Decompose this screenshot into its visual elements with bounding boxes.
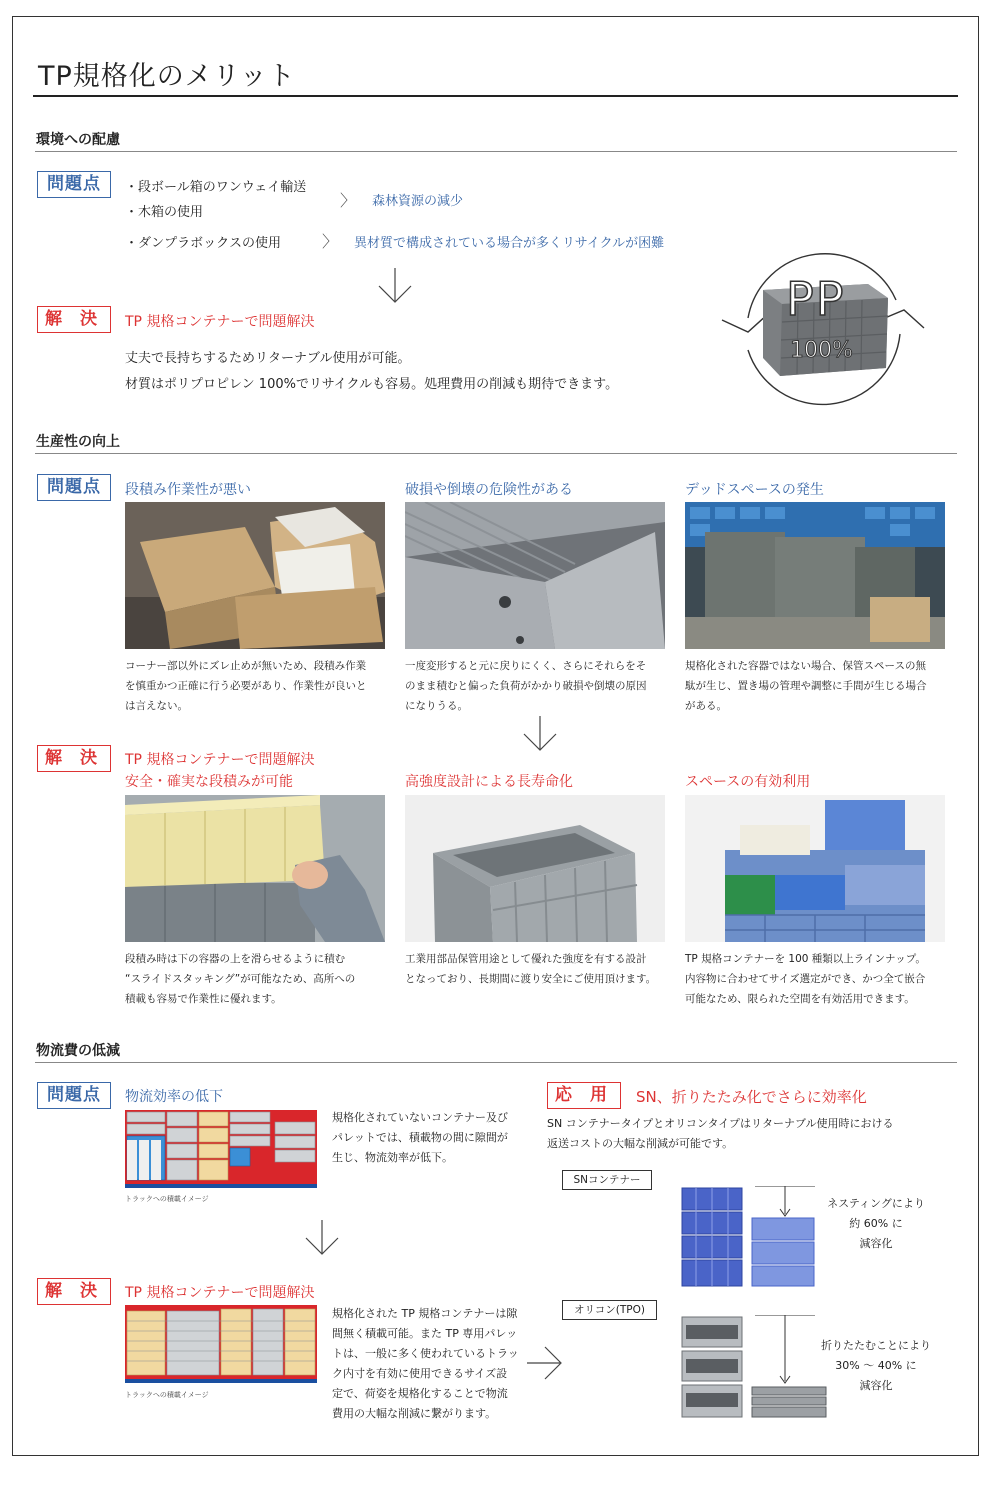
- truck-caption: トラックへの積載イメージ: [125, 1391, 209, 1399]
- arrow-down-icon: [522, 716, 558, 752]
- solution-subhead: 安全・確実な段積みが可能: [125, 774, 293, 790]
- result-text: 森林資源の減少: [372, 194, 464, 209]
- section-rule: [35, 1062, 957, 1063]
- apply-head: SN、折りたたみ化でさらに効率化: [636, 1088, 867, 1106]
- truck-load-problem-diagram: [125, 1110, 317, 1190]
- problem-head: 段積み作業性が悪い: [125, 482, 251, 498]
- truck-load-solution-diagram: [125, 1305, 317, 1385]
- problem-tag: 問題点: [37, 1082, 111, 1109]
- problem-item: ・段ボール箱のワンウェイ輸送: [125, 180, 307, 195]
- solution-caption: 段積み時は下の容器の上を滑らせるように積む “スライドスタッキング”が可能なため、高所への 積載も容易で作業性に優れます。: [125, 953, 356, 1005]
- oricon-label: オリコン(TPO): [562, 1300, 657, 1320]
- solution-line: 丈夫で長持ちするためリターナブル使用が可能。: [125, 351, 411, 366]
- damaged-corner-photo: [405, 502, 665, 649]
- apply-tag: 応 用: [547, 1082, 621, 1109]
- title-rule: [33, 95, 958, 97]
- sn-note: ネスティングにより 約 60% に 減容化: [827, 1197, 925, 1250]
- problem-caption: コーナー部以外にズレ止めが無いため、段積み作業 を慎重かつ正確に行う必要があり、作業性が良いと は言えない。: [125, 660, 367, 712]
- oricon-container-image: [680, 1315, 830, 1419]
- problem-head: 物流効率の低下: [125, 1089, 223, 1105]
- problem-item: ・ダンプラボックスの使用: [125, 236, 282, 251]
- problem-head: 破損や倒壊の危険性がある: [405, 482, 573, 498]
- solution-line: 材質はポリプロピレン 100%でリサイクルも容易。処理費用の削減も期待できます。: [125, 377, 619, 392]
- sn-container-label: SNコンテナー: [562, 1170, 652, 1190]
- pp-percent: 100%: [790, 338, 853, 363]
- arrow-down-icon: [377, 268, 413, 304]
- solution-subhead: 高強度設計による長寿命化: [405, 774, 573, 790]
- section-rule: [35, 453, 957, 454]
- solution-tag: 解 決: [37, 306, 111, 333]
- chevron-right-icon: 〉: [340, 191, 357, 210]
- solution-head: TP 規格コンテナーで問題解決: [125, 1285, 315, 1301]
- oricon-note: 折りたたむことにより 30% 〜 40% に 減容化: [821, 1339, 931, 1392]
- solution-caption: TP 規格コンテナーを 100 種類以上ラインナップ。 内容物に合わせてサイズ選定ができ、かつ全て嵌合 可能なため、限られた空間を有効活用できます。: [685, 953, 926, 1005]
- chevron-right-icon: 〉: [322, 232, 339, 251]
- problem-caption: 一度変形すると元に戻りにくく、さらにそれらをそ のまま積むと偏った負荷がかかり破損や倒壊の原因 になりうる。: [405, 660, 647, 712]
- solution-subhead: スペースの有効利用: [685, 774, 811, 790]
- arrow-right-icon: [527, 1345, 563, 1381]
- section-rule: [35, 151, 957, 152]
- problem-head: デッドスペースの発生: [685, 482, 824, 498]
- page-title: TP規格化のメリット: [38, 61, 296, 92]
- solution-head: TP 規格コンテナーで問題解決: [125, 752, 315, 768]
- section-title-productivity: 生産性の向上: [36, 434, 120, 450]
- section-title-logistics: 物流費の低減: [36, 1043, 120, 1059]
- grey-container-photo: [405, 795, 665, 942]
- problem-caption: 規格化された容器ではない場合、保管スペースの無 駄が生じ、置き場の管理や調整に手間が生じる場合 がある。: [685, 660, 927, 712]
- warehouse-photo: [685, 502, 945, 649]
- problem-tag: 問題点: [37, 474, 111, 501]
- solution-caption: 工業用部品保管用途として優れた強度を有する設計 となっており、長期間に渡り安全にご使用頂けます。: [405, 953, 657, 985]
- problem-text: 規格化されていないコンテナー及び パレットでは、積載物の間に隙間が 生じ、物流効率が低下。: [332, 1111, 508, 1164]
- sn-container-image: [680, 1186, 820, 1288]
- apply-text: SN コンテナータイプとオリコンタイプはリターナブル使用時における 返送コストの大幅な削減が可能です。: [547, 1117, 894, 1150]
- solution-tag: 解 決: [37, 1278, 111, 1305]
- result-text: 異材質で構成されている場合が多くリサイクルが困難: [354, 236, 665, 251]
- recycle-graphic: [718, 240, 930, 412]
- solution-text: 規格化された TP 規格コンテナーは隙 間無く積載可能。また TP 専用パレッ トは、一般に多く使われているトラッ ク内寸を有効に使用できるサイズ設 定で、荷姿を規格化することで物流 費用の大幅な削減に繋がります。: [332, 1307, 519, 1420]
- arrow-down-icon: [304, 1220, 340, 1256]
- solution-head: TP 規格コンテナーで問題解決: [125, 314, 315, 330]
- problem-item: ・木箱の使用: [125, 205, 204, 220]
- cardboard-boxes-photo: [125, 502, 385, 649]
- slide-stacking-photo: [125, 795, 385, 942]
- truck-caption: トラックへの積載イメージ: [125, 1195, 209, 1203]
- section-title-environment: 環境への配慮: [36, 132, 120, 148]
- problem-tag: 問題点: [37, 171, 111, 198]
- stacked-containers-photo: [685, 795, 945, 942]
- pp-label: PP: [786, 272, 846, 326]
- solution-tag: 解 決: [37, 745, 111, 772]
